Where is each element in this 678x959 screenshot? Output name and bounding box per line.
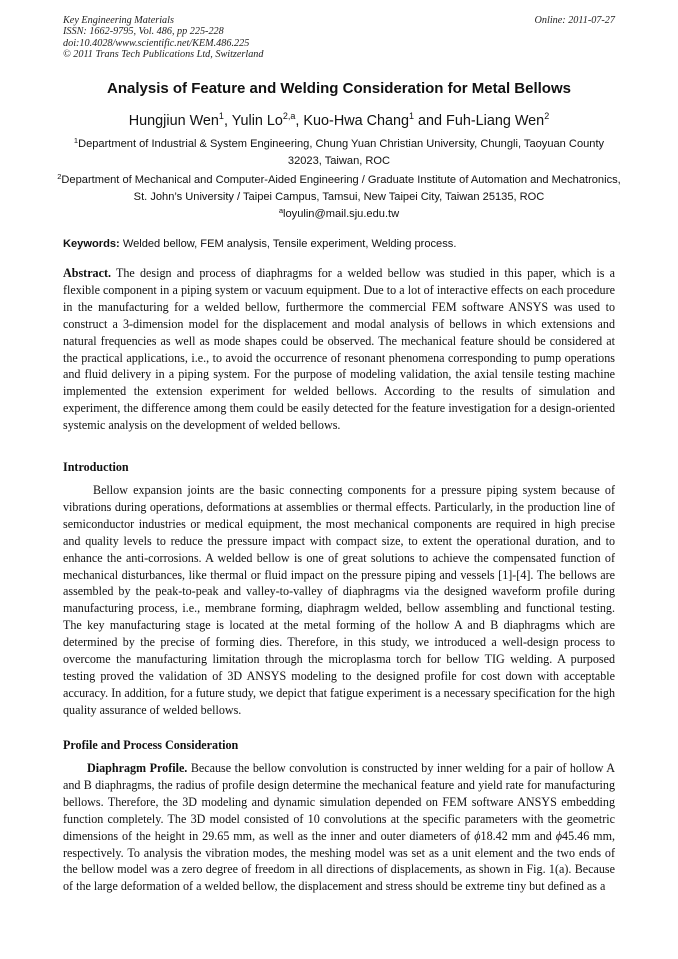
author: Fuh-Liang Wen	[446, 113, 545, 129]
affiliation-1	[60, 136, 618, 169]
issn-line: ISSN: 1662-9795, Vol. 486, pp 225-228	[63, 26, 224, 38]
author-separator: and	[414, 113, 447, 129]
section-heading-profile: Profile and Process Consideration	[63, 738, 239, 752]
affiliation-text: Department of Mechanical and Computer-Aided Engineering / Graduate Institute of Automation and Mechatronics, St. John’s University / Taipei Campus, Tamsui, New Taipei City, Taiwan 25135, ROC	[61, 174, 621, 203]
journal-header	[63, 15, 615, 60]
author-affiliation-mark: 1	[218, 111, 224, 121]
author: Kuo-Hwa Chang	[303, 113, 410, 129]
author: Yulin Lo	[231, 113, 283, 129]
author-affiliation-mark: 2,a	[282, 111, 296, 121]
profile-text-a: Because the bellow convolution is constructed by inner welding for a pair of hollow A and B diaphragms, the radius of profile design determine the mechanical feature and yield rate for manufacturing bellows. Therefore, the 3D modeling and dynamic simulation depended on FEM software ANSYS embedding function completely. The 3D model consisted of 10 convolutions at the specific parameters with the geometric dimensions of the height in 29.65 mm, as well as the inner and outer diameters of	[63, 761, 616, 843]
author-separator: ,	[223, 113, 232, 129]
email-address[interactable]: loyulin@mail.sju.edu.tw	[283, 208, 400, 220]
diameter-symbol: ϕ	[474, 828, 481, 843]
paper-title: Analysis of Feature and Welding Consideration for Metal Bellows	[107, 80, 571, 97]
abstract-label: Abstract.	[63, 266, 112, 280]
author-affiliation-mark: 2	[544, 111, 550, 121]
keywords-text: Welded bellow, FEM analysis, Tensile experiment, Welding process.	[122, 238, 457, 250]
affiliation-mark: 1	[73, 136, 79, 145]
profile-paragraph	[63, 760, 615, 895]
author-separator: ,	[295, 113, 304, 129]
doi-line: doi:10.4028/www.scientific.net/KEM.486.225	[63, 37, 250, 49]
author-affiliation-mark: 1	[409, 111, 415, 121]
diameter-symbol: ϕ	[555, 828, 563, 843]
journal-name: Key Engineering Materials	[63, 15, 174, 26]
subsection-lead: Diaphragm Profile.	[87, 761, 188, 775]
email-mark: a	[278, 206, 284, 215]
profile-inner-diameter: 18.42 mm and	[480, 828, 556, 843]
keywords	[63, 238, 623, 250]
keywords-label: Keywords:	[63, 238, 120, 250]
affiliation-text: Department of Industrial & System Engineering, Chung Yuan Christian University, Chungli, Taoyuan County 32023, Taiwan, ROC	[78, 138, 605, 167]
section-heading-introduction: Introduction	[63, 460, 129, 474]
profile-text-b: 45.46 mm, respectively. To analysis the vibration modes, the meshing model was set as a unit element and the two ends of the bellow model was a zero degree of freedom in all directions of displacements, as shown in Fig. 1(a). Because of the large deformation of a welded bellow, the displacement and stress should be extreme tiny but defined as a	[63, 828, 615, 894]
introduction-paragraph: Bellow expansion joints are the basic connecting components for a pressure piping system because of vibrations during operations, deformations at assemblies or thermal effects. Particularly, in the production line of semiconductor industries or medical equipment, the most mechanical components are required in high precise and quality levels to reduce the pressure impact with compact size, to extent the operational duration, and to enhance the anti-corrosions. A welded bellow is one of great solutions to achieve the compensated function of mechanical disturbances, like thermal or fluid impact on the pressure piping and vessels [1]-[4]. The bellows are assembled by the peak-to-peak and valley-to-valley of diaphragms via the designed waveform profile during manufacturing process, i.e., membrane forming, diaphragm welded, bellow assembling and functional testing. The key manufacturing stage is located at the metal forming of the hollow A and B diaphragms which are determined by the precise of forming dies. Therefore, in this study, we introduced a well-design process to overcome the manufacturing limitation through the microplasma torch for bellow TIG welding. A purposed testing proved the validation of 3D ANSYS modeling to the designed profile for cost down with acceptable accuracy. In addition, for a future study, we depict that fatigue experiment is a necessary specification for the high quality assurance of welded bellows.	[63, 483, 615, 717]
corresponding-email	[40, 208, 638, 220]
affiliation-2	[56, 172, 622, 205]
abstract	[63, 265, 615, 434]
abstract-text: The design and process of diaphragms for a welded bellow was studied in this paper, which is a flexible component in a piping system or vacuum equipment. Due to a lot of interactive effects on each procedure in the manufacturing for a welded bellow, furthermore the commercial FEM software ANSYS was used to construct a 3-dimension model for the displacement and modal analysis of bellows in which extensions and natural frequencies as well as mode shapes could be observed. The mechanical feature should be considered at the practical applications, i.e., to avoid the occurrence of resonant phenomena corresponding to pump operations and fluid delivery in a piping system. For the purpose of modeling validation, the axial tensile testing machine implemented the extension experiment for welded bellows. According to the results of simulation and experiment, the difference among them could be easily detected for the feature investigation for a design-oriented systemic analysis on the development of welded bellows.	[63, 266, 615, 433]
affiliation-mark: 2	[57, 172, 62, 181]
copyright-line: © 2011 Trans Tech Publications Ltd, Switzerland	[63, 48, 264, 60]
online-date: Online: 2011-07-27	[534, 15, 615, 26]
author-list	[40, 113, 638, 129]
author: Hungjiun Wen	[128, 113, 219, 129]
